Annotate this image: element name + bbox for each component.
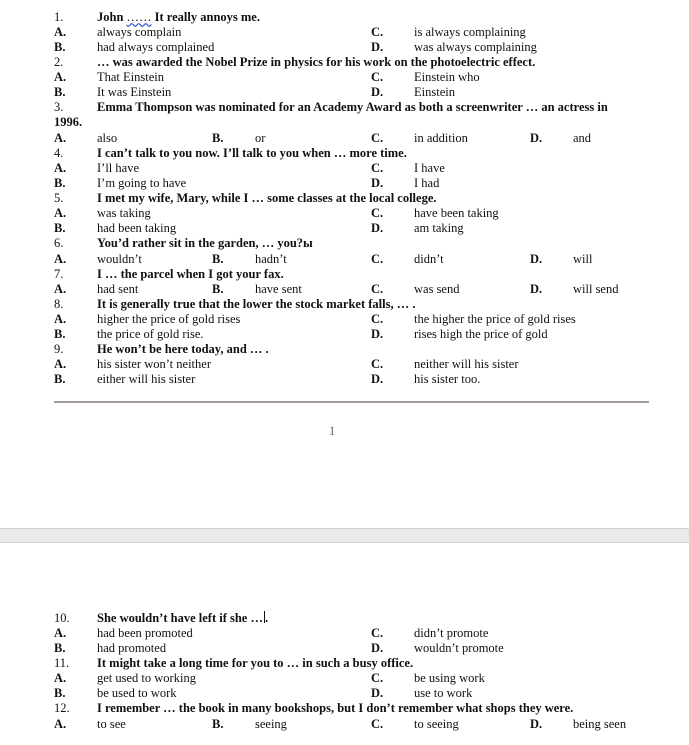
option-d: will send <box>573 282 619 296</box>
option-letter: B. <box>54 85 66 99</box>
option-letter: A. <box>54 671 67 685</box>
option-row <box>0 372 689 387</box>
option-row <box>0 206 689 221</box>
option-letter: A. <box>54 131 67 145</box>
option-letter: B. <box>212 717 224 731</box>
question-text-part: John <box>97 10 124 24</box>
question-text[interactable] <box>97 611 268 626</box>
option-row <box>0 252 689 267</box>
option-a: I’ll have <box>97 161 139 175</box>
option-d: am taking <box>414 221 464 235</box>
question-6 <box>0 236 689 251</box>
option-c: in addition <box>414 131 468 145</box>
option-d: was always complaining <box>414 40 537 54</box>
option-c: the higher the price of gold rises <box>414 312 576 326</box>
option-c: is always complaining <box>414 25 526 39</box>
option-a: also <box>97 131 118 145</box>
option-letter: D. <box>371 641 384 655</box>
spellcheck-squiggle: …… <box>126 10 152 24</box>
option-row <box>0 131 689 146</box>
question-text: I remember … the book in many bookshops, but I don’t remember what shops they were. <box>97 701 574 715</box>
option-b: hadn’t <box>255 252 287 266</box>
question-11 <box>0 656 689 671</box>
option-a: get used to working <box>97 671 196 685</box>
option-row <box>0 312 689 327</box>
option-row <box>0 25 689 40</box>
option-letter: C. <box>371 252 384 266</box>
question-text: I met my wife, Mary, while I … some classes at the local college. <box>97 191 437 205</box>
option-letter: B. <box>54 176 66 190</box>
question-text: Emma Thompson was nominated for an Academy Award as both a screenwriter … an actress in <box>97 100 608 114</box>
option-letter: C. <box>371 70 384 84</box>
option-b: had promoted <box>97 641 167 655</box>
option-letter: B. <box>212 282 224 296</box>
question-10 <box>0 611 689 626</box>
option-b: had been taking <box>97 221 177 235</box>
option-d: Einstein <box>414 85 455 99</box>
option-letter: D. <box>371 40 384 54</box>
option-row <box>0 327 689 342</box>
option-b: or <box>255 131 266 145</box>
option-b: the price of gold rise. <box>97 327 204 341</box>
question-text <box>97 10 260 25</box>
question-4 <box>0 146 689 161</box>
option-letter: A. <box>54 70 67 84</box>
option-a: That Einstein <box>97 70 164 84</box>
option-letter: A. <box>54 626 67 640</box>
option-row <box>0 70 689 85</box>
question-number: 4. <box>54 146 64 160</box>
option-a: always complain <box>97 25 182 39</box>
option-letter: A. <box>54 25 67 39</box>
question-text-part: . <box>264 611 269 625</box>
option-c: to seeing <box>414 717 459 731</box>
option-letter: C. <box>371 626 384 640</box>
question-text: I … the parcel when I got your fax. <box>97 267 284 281</box>
option-a: was taking <box>97 206 151 220</box>
question-8 <box>0 297 689 312</box>
option-letter: A. <box>54 312 67 326</box>
question-9 <box>0 342 689 357</box>
option-row <box>0 176 689 191</box>
option-row <box>0 626 689 641</box>
option-a: had been promoted <box>97 626 193 640</box>
question-number: 5. <box>54 191 64 205</box>
option-d: and <box>573 131 592 145</box>
option-letter: C. <box>371 206 384 220</box>
question-number: 11. <box>54 656 70 670</box>
option-d: will <box>573 252 593 266</box>
question-number: 9. <box>54 342 64 356</box>
option-b: have sent <box>255 282 302 296</box>
option-b: had always complained <box>97 40 215 54</box>
option-letter: D. <box>371 176 384 190</box>
option-row <box>0 40 689 55</box>
option-c: didn’t promote <box>414 626 489 640</box>
option-letter: C. <box>371 671 384 685</box>
option-d: rises high the price of gold <box>414 327 548 341</box>
question-text-part: She wouldn’t have left if she … <box>97 611 263 625</box>
question-5 <box>0 191 689 206</box>
question-text: It is generally true that the lower the stock market falls, … . <box>97 297 416 311</box>
footer-divider <box>54 401 649 403</box>
question-text-continuation: 1996. <box>54 115 83 129</box>
option-c: have been taking <box>414 206 499 220</box>
option-letter: B. <box>54 40 66 54</box>
document-page-2 <box>0 543 689 745</box>
option-letter: D. <box>371 327 384 341</box>
option-letter: D. <box>530 717 543 731</box>
option-letter: A. <box>54 717 67 731</box>
option-a: his sister won’t neither <box>97 357 211 371</box>
question-text: … was awarded the Nobel Prize in physics for his work on the photoelectric effect. <box>97 55 536 69</box>
option-a: wouldn’t <box>97 252 142 266</box>
option-b: either will his sister <box>97 372 196 386</box>
option-row <box>0 686 689 701</box>
option-c: didn’t <box>414 252 444 266</box>
question-12 <box>0 701 689 716</box>
page-break-gap <box>0 528 689 543</box>
option-letter: C. <box>371 357 384 371</box>
option-letter: D. <box>530 252 543 266</box>
option-letter: D. <box>530 131 543 145</box>
question-number: 10. <box>54 611 70 625</box>
option-b: be used to work <box>97 686 177 700</box>
question-number: 6. <box>54 236 64 250</box>
option-letter: D. <box>371 686 384 700</box>
option-letter: C. <box>371 282 384 296</box>
option-b: seeing <box>255 717 287 731</box>
question-text: He won’t be here today, and … . <box>97 342 269 356</box>
option-letter: B. <box>54 686 66 700</box>
option-letter: A. <box>54 206 67 220</box>
option-letter: C. <box>371 25 384 39</box>
option-letter: C. <box>371 161 384 175</box>
option-letter: A. <box>54 282 67 296</box>
option-row <box>0 671 689 686</box>
option-b: It was Einstein <box>97 85 172 99</box>
option-letter: A. <box>54 252 67 266</box>
option-letter: C. <box>371 717 384 731</box>
question-1 <box>0 10 689 25</box>
option-row <box>0 357 689 372</box>
question-2 <box>0 55 689 70</box>
question-text-part: It really annoys me. <box>151 10 260 24</box>
option-row <box>0 641 689 656</box>
option-d: being seen <box>573 717 627 731</box>
question-number: 3. <box>54 100 64 114</box>
option-c: Einstein who <box>414 70 480 84</box>
page-number: 1 <box>329 424 336 438</box>
option-a: higher the price of gold rises <box>97 312 241 326</box>
question-number: 8. <box>54 297 64 311</box>
option-letter: B. <box>54 641 66 655</box>
option-row <box>0 161 689 176</box>
option-letter: C. <box>371 131 384 145</box>
option-d: use to work <box>414 686 473 700</box>
option-c: neither will his sister <box>414 357 519 371</box>
option-letter: B. <box>54 372 66 386</box>
option-letter: C. <box>371 312 384 326</box>
option-row <box>0 282 689 297</box>
question-3 <box>0 100 689 115</box>
option-c: I have <box>414 161 445 175</box>
option-letter: A. <box>54 357 67 371</box>
option-d: I had <box>414 176 440 190</box>
option-row <box>0 85 689 100</box>
question-7 <box>0 267 689 282</box>
option-letter: B. <box>212 131 224 145</box>
option-a: had sent <box>97 282 139 296</box>
question-number: 12. <box>54 701 70 715</box>
question-3-continuation <box>0 115 689 130</box>
question-text: I can’t talk to you now. I’ll talk to you when … more time. <box>97 146 407 160</box>
question-number: 7. <box>54 267 64 281</box>
question-number: 1. <box>54 10 64 24</box>
option-letter: B. <box>54 327 66 341</box>
option-letter: D. <box>530 282 543 296</box>
option-c: was send <box>414 282 460 296</box>
option-d: wouldn’t promote <box>414 641 504 655</box>
option-letter: B. <box>212 252 224 266</box>
option-a: to see <box>97 717 126 731</box>
option-letter: D. <box>371 372 384 386</box>
question-text: It might take a long time for you to … in such a busy office. <box>97 656 414 670</box>
option-letter: D. <box>371 85 384 99</box>
option-row <box>0 221 689 236</box>
option-d: his sister too. <box>414 372 481 386</box>
option-b: I’m going to have <box>97 176 187 190</box>
option-letter: B. <box>54 221 66 235</box>
option-letter: A. <box>54 161 67 175</box>
question-text: You’d rather sit in the garden, … you?ы <box>97 236 313 250</box>
option-letter: D. <box>371 221 384 235</box>
option-row <box>0 717 689 732</box>
option-c: be using work <box>414 671 485 685</box>
question-number: 2. <box>54 55 64 69</box>
